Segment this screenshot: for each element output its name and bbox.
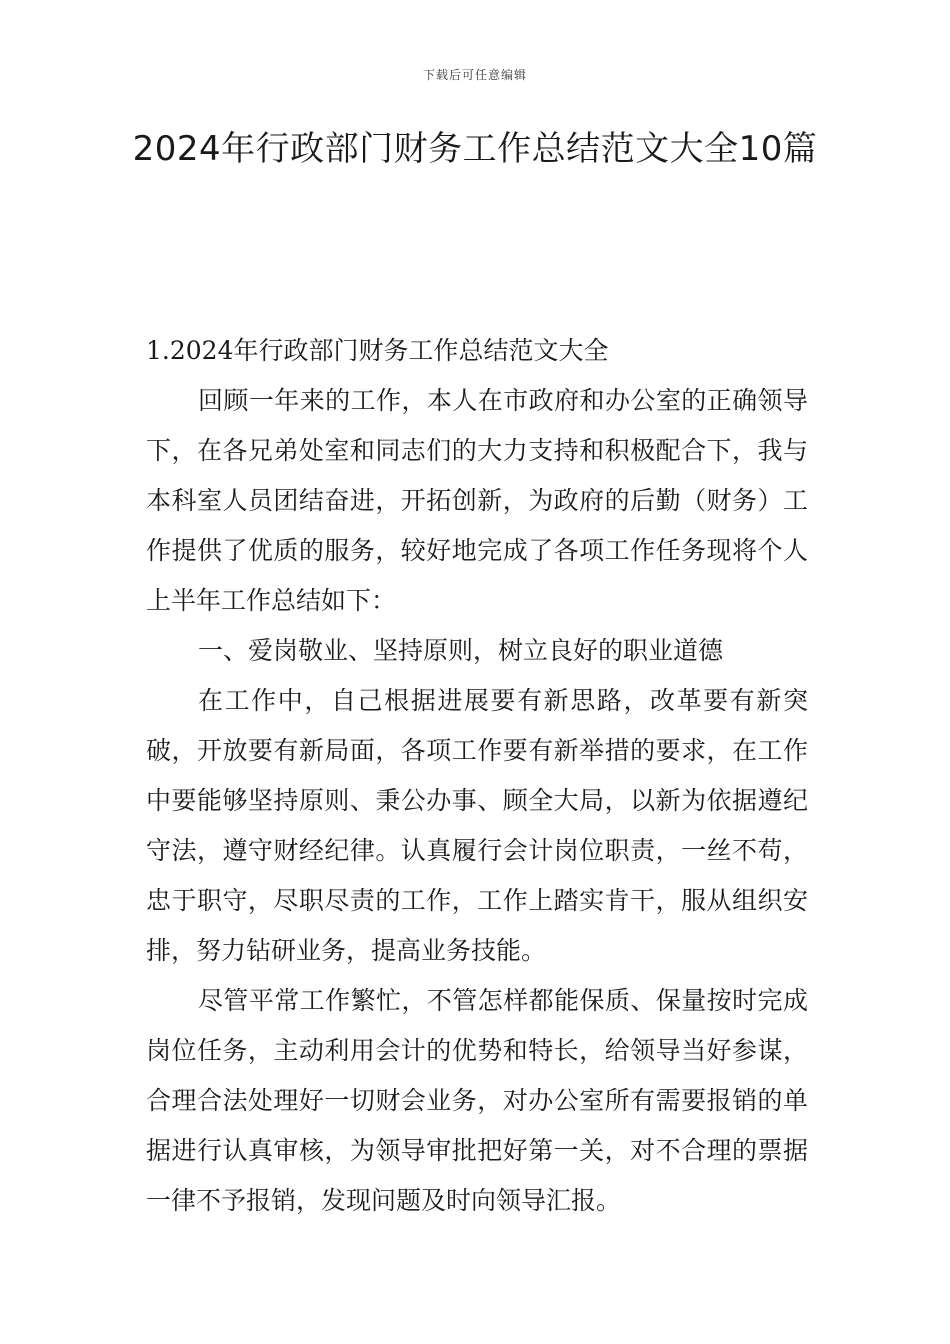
document-title: 2024年行政部门财务工作总结范文大全10篇 bbox=[132, 129, 818, 169]
paragraph-work: 在工作中，自己根据进展要有新思路，改革要有新突破，开放要有新局面，各项工作要有新举措的要求，在工作中要能够坚持原则、秉公办事、顾全大局，以新为依据遵纪守法，遵守财经纪律。认真履行会计岗位职责，一丝不苟，忠于职守，尽职尽责的工作，工作上踏实肯干，服从组织安排，努力钻研业务，提高业务技能。 bbox=[146, 686, 808, 965]
section-heading: 1.2024年行政部门财务工作总结范文大全 bbox=[146, 336, 609, 365]
paragraph-duties: 尽管平常工作繁忙，不管怎样都能保质、保量按时完成岗位任务，主动利用会计的优势和特长，给领导当好参谋，合理合法处理好一切财会业务，对办公室所有需要报销的单据进行认真审核，为领导审批把好第一关，对不合理的票据一律不予报销，发现问题及时向领导汇报。 bbox=[146, 986, 808, 1215]
subheading-1: 一、爱岗敬业、坚持原则，树立良好的职业道德 bbox=[198, 636, 724, 665]
paragraph-intro: 回顾一年来的工作，本人在市政府和办公室的正确领导下，在各兄弟处室和同志们的大力支持和积极配合下，我与本科室人员团结奋进，开拓创新，为政府的后勤（财务）工作提供了优质的服务，较好地完成了各项工作任务现将个人上半年工作总结如下： bbox=[146, 386, 808, 615]
header-note: 下载后可任意编辑 bbox=[422, 68, 527, 82]
document-body bbox=[146, 326, 808, 1226]
